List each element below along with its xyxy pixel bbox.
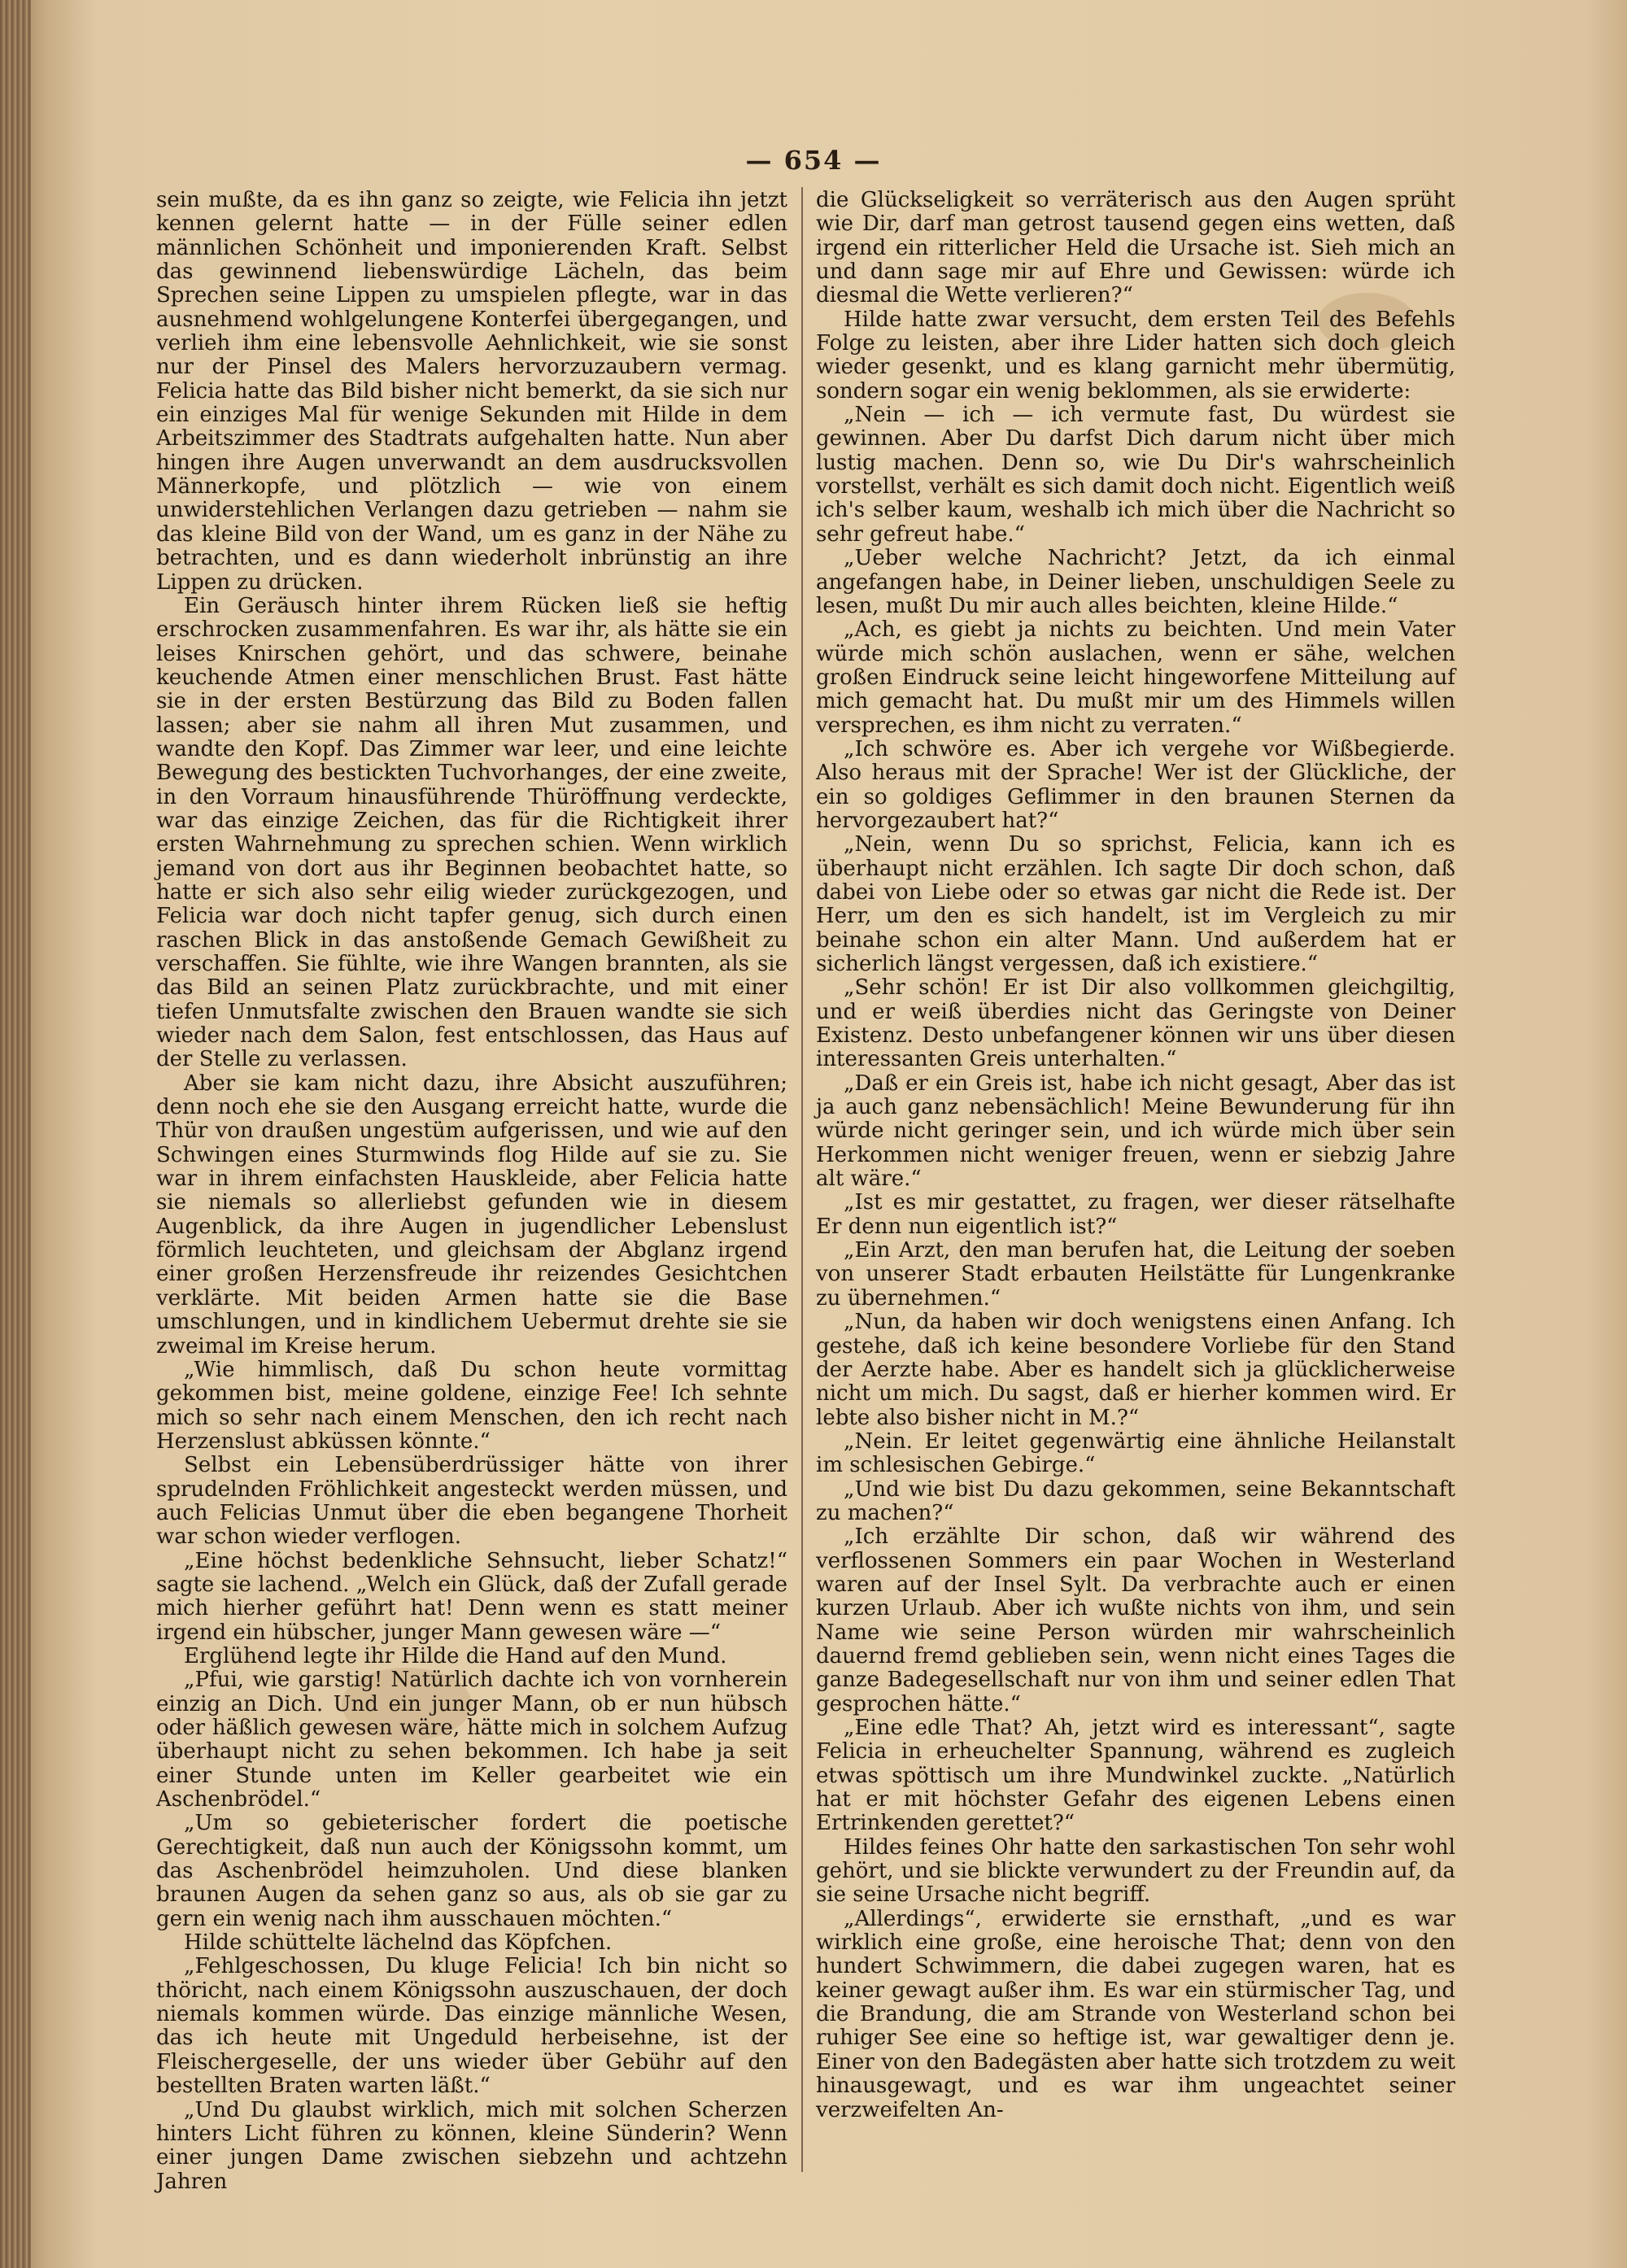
paragraph: „Ach, es giebt ja nichts zu beichten. Und mein Vater würde mich schön auslachen, wenn er sähe, welchen großen Eindruck seine leicht hingeworfene Mitteilung auf mich gemacht hat. Du mußt mir um des Himmels willen versprechen, es ihm nicht zu verraten.“ — [816, 617, 1455, 738]
paragraph: „Und wie bist Du dazu gekommen, seine Bekanntschaft zu machen?“ — [816, 1476, 1455, 1525]
paragraph: „Allerdings“, erwiderte sie ernsthaft, „und es war wirklich eine große, eine heroische That; denn von den hundert Schwimmern, die dabei zugegen waren, hat es keiner gewagt außer ihm. Es war ein stürmischer Tag, und die Brandung, die am Strande von Westerland schon bei ruhiger See eine so heftige ist, war gewaltiger denn je. Einer von den Badegästen aber hatte sich trotzdem zu weit hinausgewagt, und es war ihm ungeachtet seiner verzweifelten An- — [816, 1906, 1455, 2122]
page-number: — 654 — — [745, 145, 882, 176]
paragraph: Hilde hatte zwar versucht, dem ersten Teil des Befehls Folge zu leisten, aber ihre Lider hatten sich doch gleich wieder gesenkt, und es klang garnicht mehr übermütig, sondern sogar ein wenig beklommen, als sie erwiderte: — [816, 307, 1455, 403]
paragraph: „Fehlgeschossen, Du kluge Felicia! Ich bin nicht so thöricht, nach einem Königssohn auszuschauen, der doch niemals kommen würde. Das einzige männliche Wesen, das ich heute mit Ungeduld herbeisehne, ist der Fleischergeselle, der uns wieder über Gebühr auf den bestellten Braten warten läßt.“ — [156, 1954, 787, 2099]
paragraph: Hildes feines Ohr hatte den sarkastischen Ton sehr wohl gehört, und sie blickte verwundert zu der Freundin auf, da sie seine Ursache nicht begriff. — [816, 1834, 1455, 1908]
paragraph: sein mußte, da es ihn ganz so zeigte, wie Felicia ihn jetzt kennen gelernt hatte — in der Fülle seiner edlen männlichen Schönheit und imponierenden Kraft. Selbst das gewinnend liebenswürdige Lächeln, das beim Sprechen seine Lippen zu umspielen pflegte, war in das ausnehmend wohlgelungene Konterfei übergegangen, und verlieh ihm eine lebensvolle Aehnlichkeit, wie sie sonst nur der Pinsel des Malers hervorzuzaubern vermag. Felicia hatte das Bild bisher nicht bemerkt, da sie sich nur ein einziges Mal für wenige Sekunden mit Hilde in dem Arbeitszimmer des Stadtrats aufgehalten hatte. Nun aber hingen ihre Augen unverwandt an dem ausdrucksvollen Männerkopfe, und plötzlich — wie von einem unwiderstehlichen Verlangen dazu getrieben — nahm sie das kleine Bild von der Wand, um es ganz in der Nähe zu betrachten, und es dann wiederholt inbrünstig an ihre Lippen zu drücken. — [156, 188, 787, 595]
paragraph: die Glückseligkeit so verräterisch aus den Augen sprüht wie Dir, darf man getrost tausend gegen eins wetten, daß irgend ein ritterlicher Held die Ursache ist. Sieh mich an und dann sage mir auf Ehre und Gewissen: würde ich diesmal die Wette verlieren?“ — [816, 188, 1455, 308]
paragraph: Ein Geräusch hinter ihrem Rücken ließ sie heftig erschrocken zusammenfahren. Es war ihr, als hätte sie ein leises Knirschen gehört, und das schwere, beinahe keuchende Atmen einer menschlichen Brust. Fast hätte sie in der ersten Bestürzung das Bild zu Boden fallen lassen; aber sie nahm all ihren Mut zusammen, und wandte den Kopf. Das Zimmer war leer, und eine leichte Bewegung des bestickten Tuchvorhanges, der eine zweite, in den Vorraum hinausführende Thüröffnung verdeckte, war das einzige Zeichen, das für die Richtigkeit ihrer ersten Wahrnehmung zu sprechen schien. Wenn wirklich jemand von dort aus ihr Beginnen beobachtet hatte, so hatte er sich also sehr eilig wieder zurückgezogen, und Felicia war doch nicht tapfer genug, sich durch einen raschen Blick in das anstoßende Gemach Gewißheit zu verschaffen. Sie fühlte, wie ihre Wangen brannten, als sie das Bild an seinen Platz zurückbrachte, und mit einer tiefen Unmutsfalte zwischen den Brauen wandte sie sich wieder nach dem Salon, fest entschlossen, das Haus auf der Stelle zu verlassen. — [156, 593, 787, 1072]
paragraph: Aber sie kam nicht dazu, ihre Absicht auszuführen; denn noch ehe sie den Ausgang erreicht hatte, wurde die Thür von draußen ungestüm aufgerissen, und wie auf den Schwingen eines Sturmwinds flog Hilde auf sie zu. Sie war in ihrem einfachsten Hauskleide, aber Felicia hatte sie niemals so allerliebst gefunden wie in diesem Augenblick, da ihre Augen in jugendlicher Lebenslust förmlich leuchteten, und gleichsam der Abglanz irgend einer großen Herzensfreude ihr reizendes Gesichtchen verklärte. Mit beiden Armen hatte sie die Base umschlungen, und in kindlichem Uebermut drehte sie sie zweimal im Kreise herum. — [156, 1071, 787, 1359]
paragraph: „Daß er ein Greis ist, habe ich nicht gesagt, Aber das ist ja auch ganz nebensächlich! Meine Bewunderung für ihn würde nicht geringer sein, und ich würde mich über sein Herkommen nicht weniger freuen, wenn er siebzig Jahre alt wäre.“ — [816, 1071, 1455, 1192]
paragraph: Selbst ein Lebensüberdrüssiger hätte von ihrer sprudelnden Fröhlichkeit angesteckt werden müssen, und auch Felicias Unmut über die eben begangene Thorheit war schon wieder verflogen. — [156, 1453, 787, 1550]
book-binding-edge — [0, 0, 31, 2268]
paragraph: „Nein, wenn Du so sprichst, Felicia, kann ich es überhaupt nicht erzählen. Ich sagte Dir doch schon, daß dabei von Liebe oder so etwas gar nicht die Rede ist. Der Herr, um den es sich handelt, ist im Vergleich zu mir beinahe schon ein alter Mann. Und außerdem hat er sicherlich längst vergessen, daß ich existiere.“ — [816, 832, 1455, 976]
paragraph: „Ein Arzt, den man berufen hat, die Leitung der soeben von unserer Stadt erbauten Heilstätte für Lungenkranke zu übernehmen.“ — [816, 1238, 1455, 1311]
paragraph: „Um so gebieterischer fordert die poetische Gerechtigkeit, daß nun auch der Königssohn kommt, um das Aschenbrödel heimzuholen. Und diese blanken braunen Augen da sehen ganz so aus, als ob sie gar zu gern ein wenig nach ihm ausschauen möchten.“ — [156, 1811, 787, 1931]
paragraph: „Ueber welche Nachricht? Jetzt, da ich einmal angefangen habe, in Deiner lieben, unschuldigen Seele zu lesen, mußt Du mir auch alles beichten, kleine Hilde.“ — [816, 546, 1455, 618]
paragraph: „Ist es mir gestattet, zu fragen, wer dieser rätselhafte Er denn nun eigentlich ist?“ — [816, 1190, 1455, 1239]
paragraph: „Eine edle That? Ah, jetzt wird es interessant“, sagte Felicia in erheuchelter Spannung, während es zugleich etwas spöttisch um ihre Mundwinkel zuckte. „Natürlich hat er mit höchster Gefahr des eigenen Lebens einen Ertrinkenden gerettet?“ — [816, 1716, 1455, 1836]
paragraph: „Nun, da haben wir doch wenigstens einen Anfang. Ich gestehe, daß ich keine besondere Vorliebe für den Stand der Aerzte habe. Aber es handelt sich ja glücklicherweise nicht um mich. Du sagst, daß er hierher kommen wird. Er lebte also bisher nicht in M.?“ — [816, 1310, 1455, 1430]
paragraph: „Pfui, wie garstig! Natürlich dachte ich von vornherein einzig an Dich. Und ein junger Mann, ob er nun hübsch oder häßlich gewesen wäre, hätte mich in solchem Aufzug überhaupt nicht zu sehen bekommen. Ich habe ja seit einer Stunde unten im Keller gearbeitet wie ein Aschenbrödel.“ — [156, 1668, 787, 1812]
left-text-column — [156, 188, 787, 2194]
right-text-column — [816, 189, 1455, 2166]
paragraph: Hilde schüttelte lächelnd das Köpfchen. — [184, 1930, 613, 1956]
paragraph: „Nein — ich — ich vermute fast, Du würdest sie gewinnen. Aber Du darfst Dich darum nicht über mich lustig machen. Denn so, wie Du Dir's wahrscheinlich vorstellst, verhält es sich damit doch nicht. Eigentlich weiß ich's selber kaum, weshalb ich mich über die Nachricht so sehr gefreut habe.“ — [816, 403, 1455, 547]
paragraph: „Wie himmlisch, daß Du schon heute vormittag gekommen bist, meine goldene, einzige Fee! Ich sehnte mich so sehr nach einem Menschen, den ich recht nach Herzenslust abküssen könnte.“ — [156, 1357, 787, 1454]
paragraph: Erglühend legte ihr Hilde die Hand auf den Mund. — [184, 1643, 727, 1668]
paragraph: „Eine höchst bedenkliche Sehnsucht, lieber Schatz!“ sagte sie lachend. „Welch ein Glück, daß der Zufall gerade mich hierher geführt hat! Denn wenn es statt meiner irgend ein hübscher, junger Mann gewesen wäre —“ — [156, 1548, 787, 1645]
paragraph: „Und Du glaubst wirklich, mich mit solchen Scherzen hinters Licht führen zu können, kleine Sünderin? Wenn einer jungen Dame zwischen siebzehn und achtzehn Jahren — [156, 2097, 787, 2194]
paragraph: „Ich erzählte Dir schon, daß wir während des verflossenen Sommers ein paar Wochen in Westerland waren auf der Insel Sylt. Da verbrachte auch er einen kurzen Urlaub. Aber ich wußte nichts von ihm, und sein Name wie seine Person würden mir wahrscheinlich dauernd fremd geblieben sein, wenn nicht eines Tages die ganze Badegesellschaft nur von ihm und seiner edlen That gesprochen hätte.“ — [816, 1524, 1455, 1716]
paragraph: „Ich schwöre es. Aber ich vergehe vor Wißbegierde. Also heraus mit der Sprache! Wer ist der Glückliche, der ein so goldiges Geflimmer in den braunen Sternen da hervorgezaubert hat?“ — [816, 736, 1455, 833]
paragraph: „Sehr schön! Er ist Dir also vollkommen gleichgiltig, und er weiß überdies nicht das Geringste von Deiner Existenz. Desto unbefangener können wir uns über diesen interessanten Greis unterhalten.“ — [816, 975, 1455, 1072]
paragraph: „Nein. Er leitet gegenwärtig eine ähnliche Heilanstalt im schlesischen Gebirge.“ — [816, 1428, 1455, 1478]
column-divider — [801, 187, 803, 2172]
